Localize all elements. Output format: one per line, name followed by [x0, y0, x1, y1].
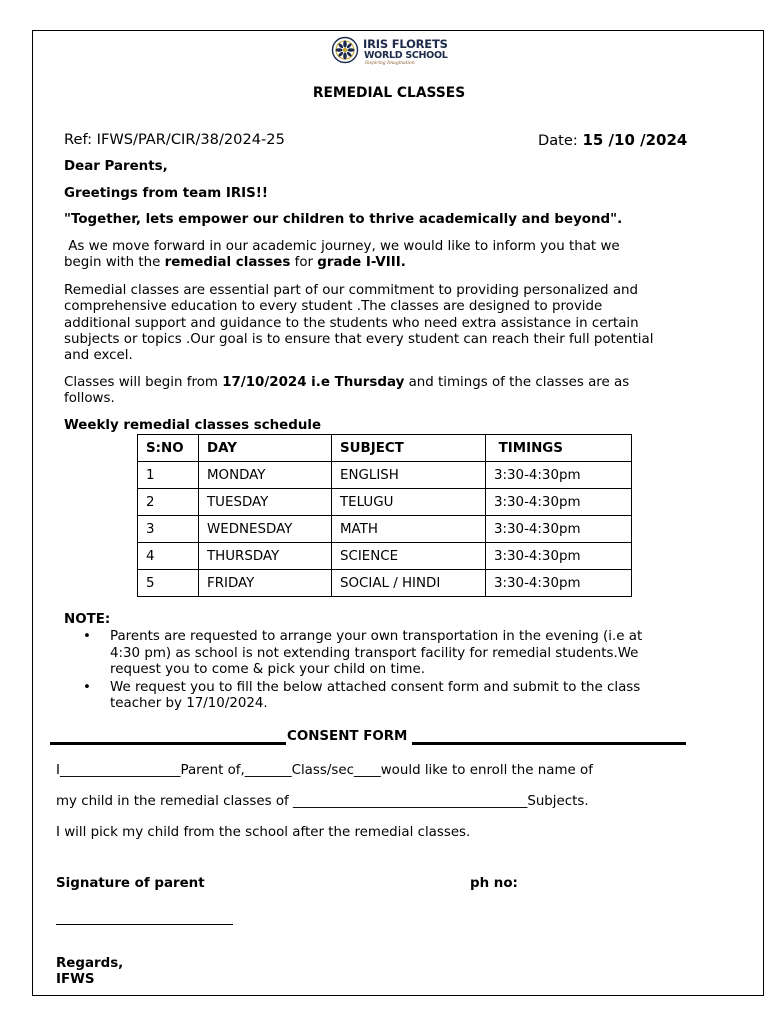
cell-subject: ENGLISH — [332, 462, 486, 489]
cell-timing: 3:30-4:30pm — [486, 462, 632, 489]
signature-line — [56, 924, 233, 925]
intro-grade: grade I-VIII. — [317, 255, 406, 271]
quote: "Together, lets empower our children to thrive academically and beyond". — [64, 212, 623, 227]
description-line: Remedial classes are essential part of our commitment to providing personalized and — [64, 283, 639, 298]
table-row — [138, 516, 632, 543]
cell-day: FRIDAY — [199, 570, 332, 597]
description-paragraph — [64, 283, 704, 364]
page-title: REMEDIAL CLASSES — [312, 85, 466, 101]
date-value: 15 /10 /2024 — [582, 131, 688, 149]
begin-paragraph — [64, 375, 704, 408]
table-row — [138, 462, 632, 489]
table-row — [138, 543, 632, 570]
reference-number: Ref: IFWS/PAR/CIR/38/2024-25 — [64, 131, 285, 148]
begin-text: and timings of the classes are as — [404, 375, 630, 390]
cell-sno: 3 — [138, 516, 199, 543]
consent-rule-left — [50, 742, 286, 745]
cell-timing: 3:30-4:30pm — [486, 489, 632, 516]
regards: Regards, — [56, 956, 124, 971]
begin-line2: follows. — [64, 391, 115, 407]
schedule-table — [137, 434, 632, 597]
consent-form-title: CONSENT FORM — [287, 729, 408, 744]
description-line: comprehensive education to every student .The classes are designed to provide — [64, 299, 603, 315]
cell-sno: 2 — [138, 489, 199, 516]
cell-subject: MATH — [332, 516, 486, 543]
greeting: Greetings from team IRIS!! — [64, 186, 269, 201]
description-line: subjects or topics .Our goal is to ensure that every student can reach their full potential — [64, 331, 654, 347]
list-item — [64, 629, 714, 679]
cell-sno: 1 — [138, 462, 199, 489]
signature-label: Signature of parent — [56, 876, 205, 891]
cell-timing: 3:30-4:30pm — [486, 516, 632, 543]
note-line: 4:30 pm) as school is not extending transport facility for remedial students.We — [110, 645, 639, 661]
consent-pickup-line: I will pick my child from the school after the remedial classes. — [56, 825, 471, 840]
intro-paragraph — [64, 239, 704, 272]
note-line: We request you to fill the below attached consent form and submit to the class — [110, 679, 641, 695]
begin-text: Classes will begin from — [64, 375, 223, 390]
iris-flower-icon — [331, 36, 359, 64]
cell-subject: TELUGU — [332, 489, 486, 516]
note-line: request you to come & pick your child on time. — [110, 662, 425, 677]
description-line: additional support and guidance to the students who need extra assistance in certain — [64, 315, 639, 331]
begin-line1 — [64, 375, 704, 391]
intro-line2 — [64, 255, 704, 271]
table-row — [138, 489, 632, 516]
header-subject: SUBJECT — [332, 435, 486, 462]
cell-sno: 4 — [138, 543, 199, 570]
cell-day: THURSDAY — [199, 543, 332, 570]
phone-label: ph no: — [470, 876, 518, 891]
cell-day: WEDNESDAY — [199, 516, 332, 543]
table-row — [138, 570, 632, 597]
description-line: and excel. — [64, 348, 133, 364]
logo-name-line1: IRIS FLORETS — [363, 37, 448, 51]
schedule-heading: Weekly remedial classes schedule — [64, 418, 322, 433]
logo-tagline: Inspiring Imagination — [365, 61, 415, 66]
date-label: Date: — [538, 132, 578, 149]
consent-rule-right — [412, 742, 686, 745]
cell-day: TUESDAY — [199, 489, 332, 516]
header-timings: TIMINGS — [486, 435, 632, 462]
intro-text: begin with the — [64, 255, 165, 271]
bullet-icon: • — [83, 679, 91, 695]
table-header-row — [138, 435, 632, 462]
notes-list — [64, 629, 714, 714]
header-day: DAY — [199, 435, 332, 462]
intro-emphasis: remedial classes — [164, 255, 291, 271]
cell-day: MONDAY — [199, 462, 332, 489]
note-line: Parents are requested to arrange your own transportation in the evening (i.e at — [110, 629, 643, 644]
consent-enroll-line: I__________________Parent of,_______Class/sec____would like to enroll the name of — [56, 763, 593, 778]
note-label: NOTE: — [64, 612, 111, 627]
intro-line1: As we move forward in our academic journey, we would like to inform you that we — [64, 239, 620, 254]
salutation: Dear Parents, — [64, 159, 168, 174]
cell-timing: 3:30-4:30pm — [486, 570, 632, 597]
intro-text: for — [290, 255, 318, 271]
date-line — [538, 131, 687, 149]
cell-subject: SCIENCE — [332, 543, 486, 570]
cell-timing: 3:30-4:30pm — [486, 543, 632, 570]
list-item — [64, 680, 714, 713]
sender: IFWS — [56, 972, 95, 987]
header-sno: S:NO — [138, 435, 199, 462]
bullet-icon: • — [83, 629, 91, 644]
begin-date: 17/10/2024 i.e Thursday — [222, 375, 405, 390]
cell-sno: 5 — [138, 570, 199, 597]
cell-subject: SOCIAL / HINDI — [332, 570, 486, 597]
note-line: teacher by 17/10/2024. — [110, 696, 268, 711]
consent-subjects-line: my child in the remedial classes of ___________________________________Subjects. — [56, 794, 589, 809]
logo-name-line2: WORLD SCHOOL — [364, 50, 448, 61]
